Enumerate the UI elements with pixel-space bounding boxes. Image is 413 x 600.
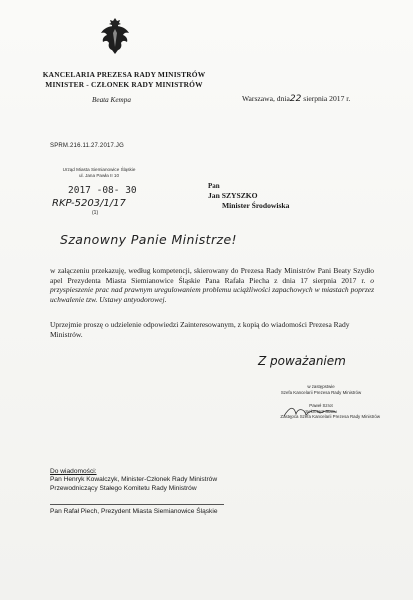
stamp-ref: RKP-5203/1/17 (52, 198, 126, 209)
recipient-title: Minister Środowiska (222, 201, 290, 210)
signature-icon (280, 404, 340, 420)
place-date-prefix: Warszawa, dnia (242, 94, 290, 103)
recipient-address (208, 181, 289, 211)
stamp-office-line-1: Urząd Miasta Siemianowice Śląskie (62, 167, 136, 172)
sig-zastepstwie: w zastępstwie (307, 384, 335, 389)
sig-signer: Paweł Szrot (309, 403, 333, 409)
stamp-office (38, 167, 160, 179)
greeting: Szanowny Panie Ministrze! (60, 232, 237, 247)
cc-line-2: Przewodniczący Stałego Komitetu Rady Ministrów (50, 484, 197, 492)
place-date (242, 94, 350, 104)
office-line-1: KANCELARIA PREZESA RADY MINISTRÓW (42, 70, 206, 79)
body-paragraph-2: Uprzejmie proszę o udzielenie odpowiedzi Zainteresowanym, z kopią do wiadomości Prezesa Rady Ministrów. (50, 320, 350, 339)
office-header (34, 70, 214, 89)
signer-name: Beata Kempa (92, 96, 131, 104)
body-p1-b: o przyspieszenie prac nad prawnym uregulowaniem problemu uciążliwości zapachowych w miastach poprzez uchwalenie tzw. Ustawy antyodorowej. (50, 275, 374, 304)
cc-heading: Do wiadomości: (50, 468, 97, 475)
closing-handwritten: Z poważaniem (258, 354, 346, 368)
stamp-count: (1) (92, 210, 99, 216)
place-date-day: 22 (289, 94, 302, 104)
recipient-pan: Pan (208, 182, 220, 190)
stamp-office-line-2: ul. Jana Pawła II 10 (78, 173, 120, 178)
sig-role-1: Sekretarz Stanu (305, 408, 337, 414)
office-line-2: MINISTER - CZŁONEK RADY MINISTRÓW (45, 79, 203, 89)
recipient-name: Jan SZYSZKO (208, 191, 258, 200)
cc-block (50, 468, 217, 493)
body-paragraph-1 (50, 266, 374, 304)
eagle-emblem-icon (98, 14, 132, 56)
body-p1-a: w załączeniu przekazuję, według kompetencji, skierowany do Prezesa Rady Ministrów Pani Beaty Szydło apel Prezydenta Miasta Siemianowice Śląskie Pana Rafała Piecha z dnia 17 sierpnia 2017 r. (50, 266, 374, 285)
place-date-suffix: sierpnia 2017 r. (303, 94, 351, 103)
stamp-date: 2017 -08- 30 (68, 185, 137, 196)
cc-line-3: Pan Rafał Piech, Prezydent Miasta Siemianowice Śląskie (50, 508, 218, 515)
sig-office-head: Szefa Kancelarii Prezesa Rady Ministrów (280, 389, 362, 395)
sig-role-2: Zastępca Szefa Kancelarii Prezesa Rady Ministrów (280, 414, 380, 420)
reference-number: SPRM.216.11.27.2017.JG (50, 143, 124, 149)
incoming-stamp (38, 167, 160, 219)
cc-divider (50, 504, 224, 505)
cc-line-1: Pan Henryk Kowalczyk, Minister-Członek Rady Ministrów (50, 476, 218, 484)
